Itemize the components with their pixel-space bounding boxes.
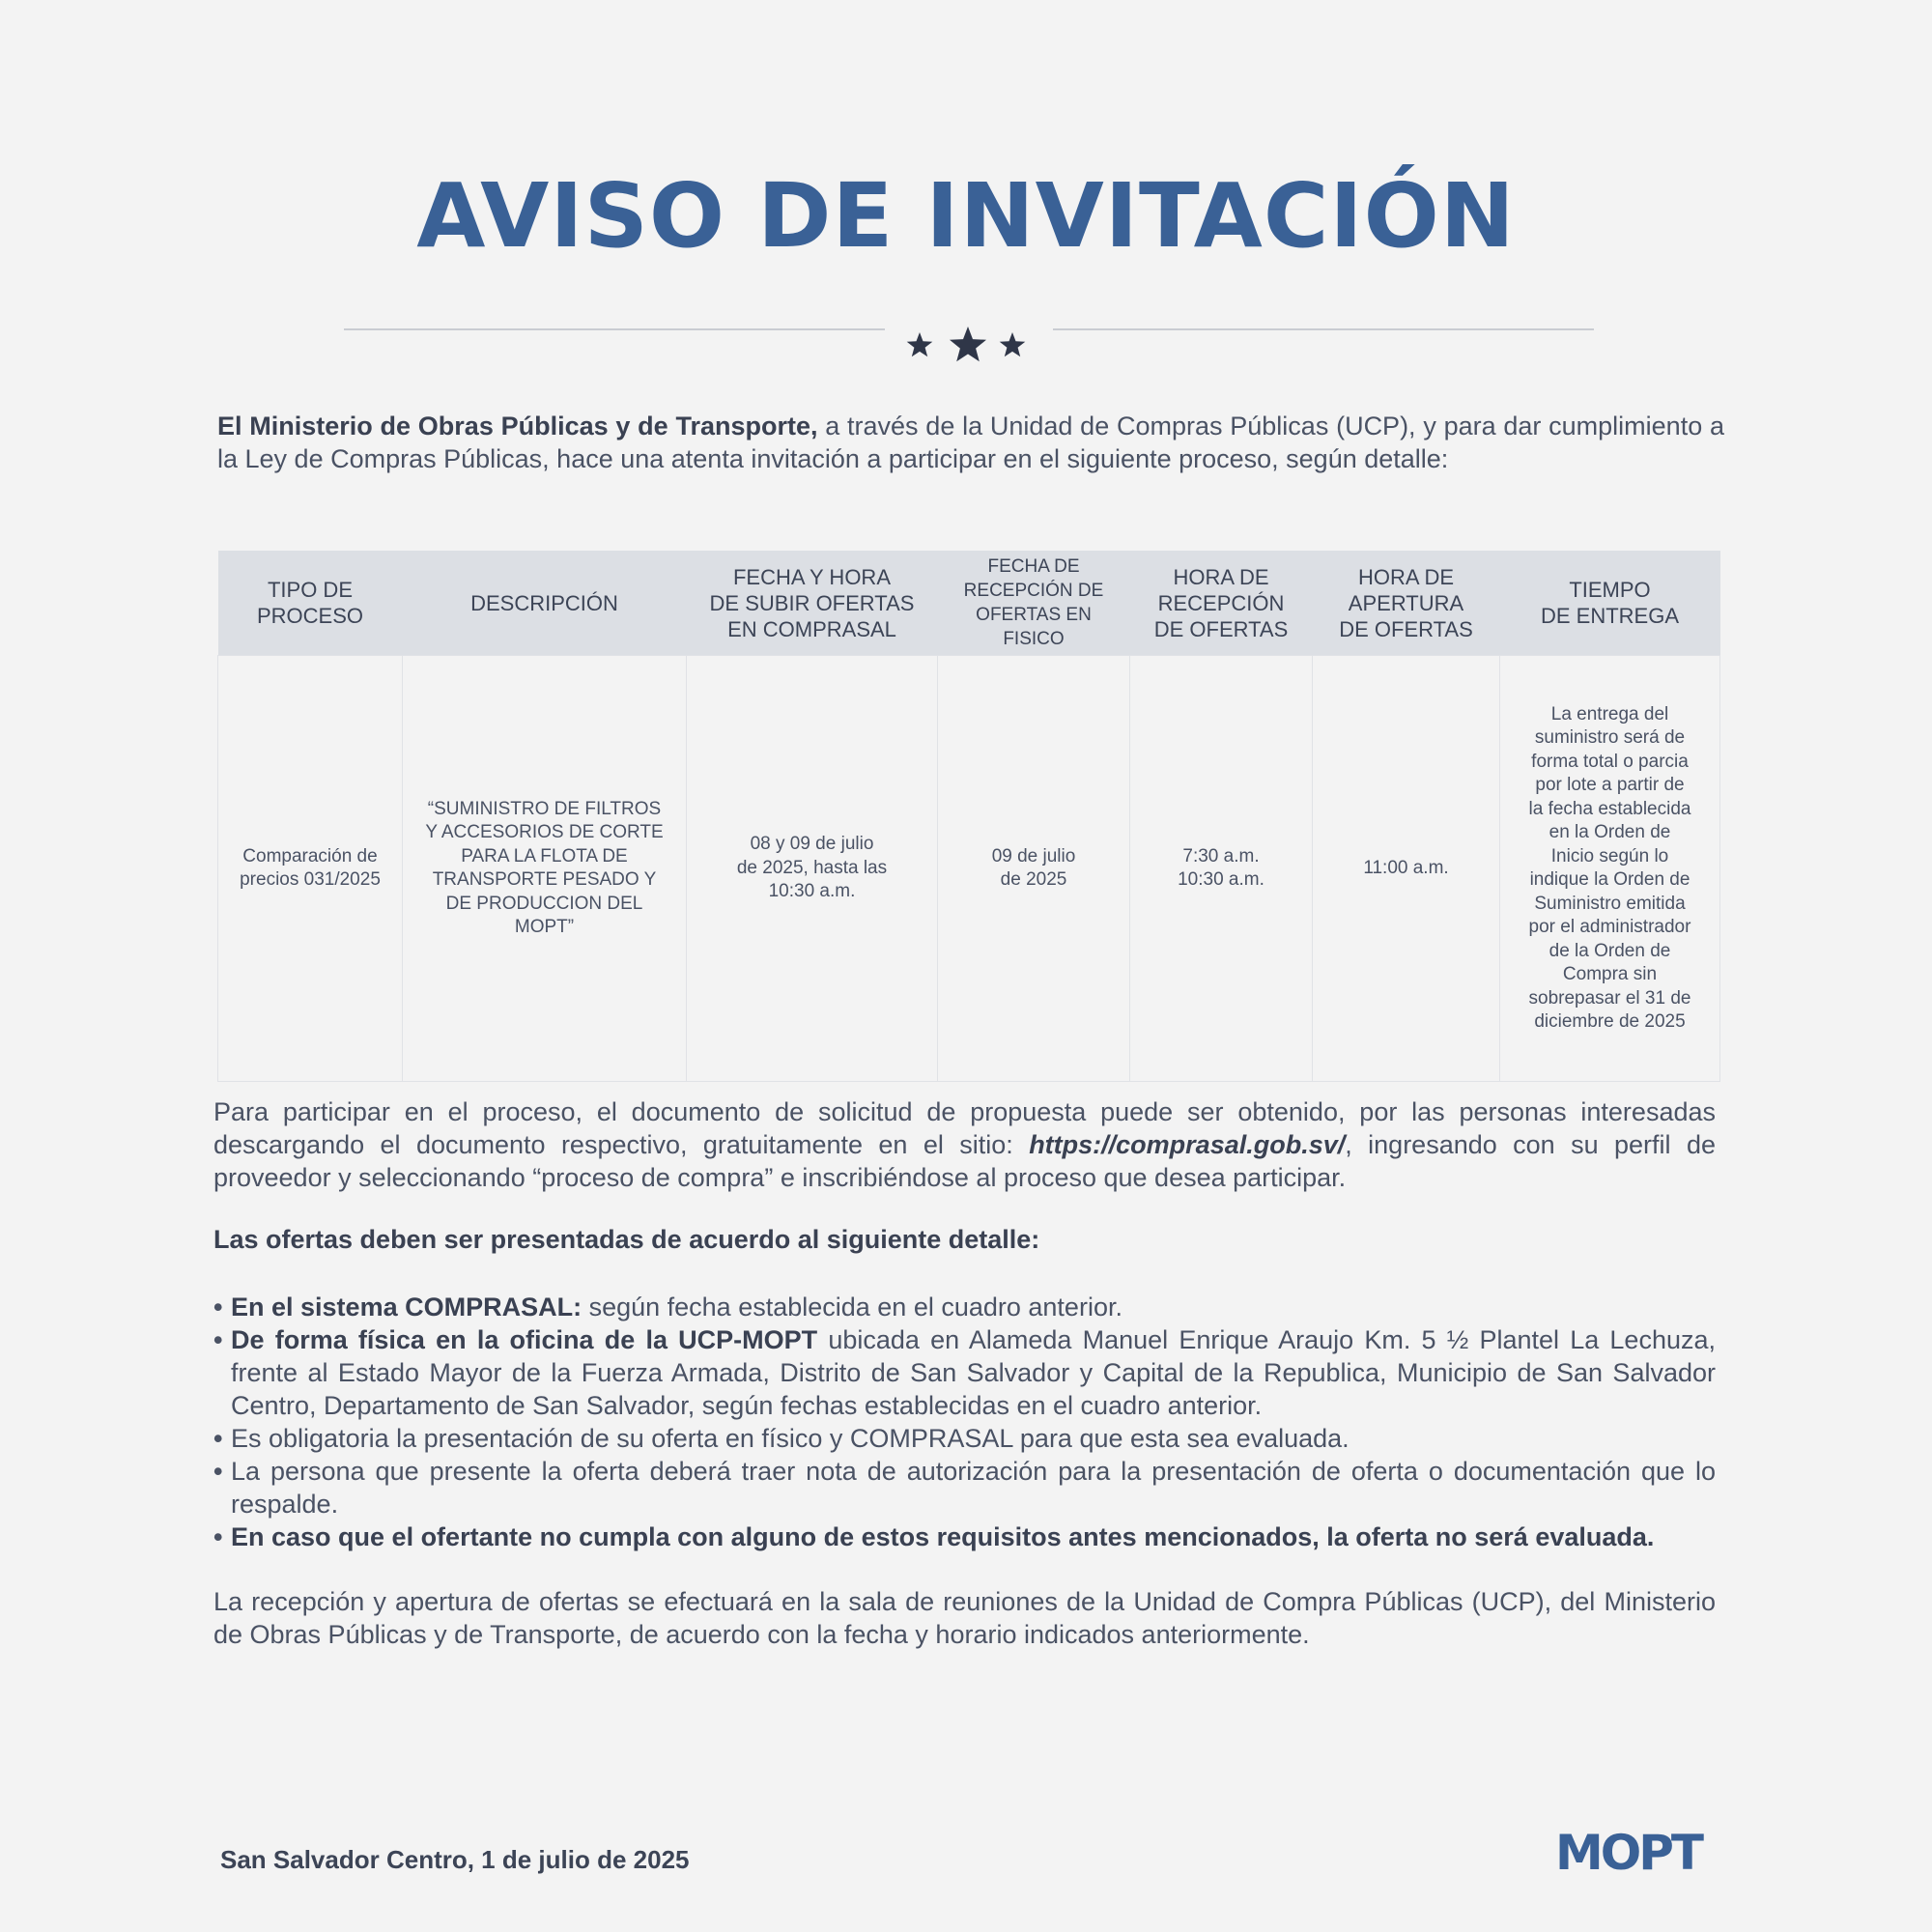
list-item xyxy=(213,1291,1716,1323)
bullet-text: ubicada en Alameda Manuel Enrique Araujo Km. 5 ½ Plantel La Lechuza, frente al Estado Mayor de la Fuerza Armada, Distrito de San Salvador y Capital de la Republica, Municipio de San Salvador Centro, Departamento de San Salvador, según fechas establecidas en el cuadro anterior. xyxy=(231,1325,1716,1420)
bullet-text: según fecha establecida en el cuadro anterior. xyxy=(582,1293,1122,1321)
table-row xyxy=(218,656,1720,1082)
cell-fecha-recepcion-fisico: 09 de julio de 2025 xyxy=(938,656,1130,1082)
mopt-logo-text: MOPT xyxy=(1555,1826,1702,1874)
table-header-row xyxy=(218,551,1720,656)
closing-paragraph: La recepción y apertura de ofertas se efectuará en la sala de reuniones de la Unidad de Compra Públicas (UCP), del Ministerio de Obras Públicas y de Transporte, de acuerdo con la fecha y horario indicados anteriormente. xyxy=(213,1587,1716,1649)
page-title: AVISO DE INVITACIÓN xyxy=(416,164,1516,268)
participation-paragraph xyxy=(213,1095,1716,1194)
header-fecha-compra: FECHA Y HORA DE SUBIR OFERTAS EN COMPRASAL xyxy=(687,551,938,656)
participation-text-after: , ingresando con su perfil de proveedor y seleccionando “proceso de compra” e inscribiéndose al proceso que desea participar. xyxy=(213,1130,1716,1192)
bullet-text: La persona que presente la oferta deberá traer nota de autorización para la presentación de oferta o documentación que lo respalde. xyxy=(231,1457,1716,1519)
cell-fecha-compra: 08 y 09 de julio de 2025, hasta las 10:30 a.m. xyxy=(687,656,938,1082)
ministry-name: El Ministerio de Obras Públicas y de Transporte, xyxy=(217,412,818,440)
divider-right xyxy=(1053,328,1594,330)
stars-icon xyxy=(898,319,1043,367)
requirements-list xyxy=(213,1291,1716,1553)
header-hora-recepcion: HORA DE RECEPCIÓN DE OFERTAS xyxy=(1130,551,1313,656)
list-item xyxy=(213,1422,1716,1455)
cell-tipo-proceso: Comparación de precios 031/2025 xyxy=(218,656,403,1082)
comprasal-link[interactable]: https://comprasal.gob.sv/ xyxy=(1029,1130,1346,1159)
footer-date: San Salvador Centro, 1 de julio de 2025 xyxy=(220,1845,690,1874)
intro-paragraph xyxy=(217,410,1724,475)
header-tiempo-entrega: TIEMPO DE ENTREGA xyxy=(1500,551,1720,656)
cell-tiempo-entrega: La entrega del suministro será de forma total o parcia por lote a partir de la fecha establecida en la Orden de Inicio según lo indique la Orden de Suministro emitida por el administrador de la Orden de Compra sin sobrepasar el 31 de diciembre de 2025 xyxy=(1500,656,1720,1082)
divider-left xyxy=(344,328,885,330)
participation-text-before: Para participar en el proceso, el documento de solicitud de propuesta puede ser obtenido, por las personas interesadas descargando el documento respectivo, gratuitamente en el sitio: xyxy=(213,1097,1716,1159)
bullet-text: Es obligatoria la presentación de su oferta en físico y COMPRASAL para que esta sea evaluada. xyxy=(231,1424,1350,1453)
bullet-bold: En caso que el ofertante no cumpla con alguno de estos requisitos antes mencionados, la oferta no será evaluada. xyxy=(231,1522,1655,1551)
header-descripcion: DESCRIPCIÓN xyxy=(403,551,687,656)
list-item xyxy=(213,1323,1716,1422)
list-item xyxy=(213,1520,1716,1553)
mopt-logo xyxy=(1555,1826,1710,1874)
header-hora-apertura: HORA DE APERTURA DE OFERTAS xyxy=(1313,551,1500,656)
offers-heading: Las ofertas deben ser presentadas de acuerdo al siguiente detalle: xyxy=(213,1225,1040,1254)
list-item xyxy=(213,1455,1716,1520)
bullet-bold: En el sistema COMPRASAL: xyxy=(231,1293,582,1321)
cell-descripcion: “SUMINISTRO DE FILTROS Y ACCESORIOS DE CORTE PARA LA FLOTA DE TRANSPORTE PESADO Y DE PRODUCCION DEL MOPT” xyxy=(403,656,687,1082)
bullet-bold: De forma física en la oficina de la UCP-MOPT xyxy=(231,1325,818,1354)
cell-hora-recepcion: 7:30 a.m. 10:30 a.m. xyxy=(1130,656,1313,1082)
process-table xyxy=(217,551,1720,1082)
header-fecha-recepcion-fisico: FECHA DE RECEPCIÓN DE OFERTAS EN FISICO xyxy=(938,551,1130,656)
header-tipo-proceso: TIPO DE PROCESO xyxy=(218,551,403,656)
cell-hora-apertura: 11:00 a.m. xyxy=(1313,656,1500,1082)
intro-text: a través de la Unidad de Compras Públicas (UCP), y para dar cumplimiento a la Ley de Compras Públicas, hace una atenta invitación a participar en el siguiente proceso, según detalle: xyxy=(217,412,1724,473)
